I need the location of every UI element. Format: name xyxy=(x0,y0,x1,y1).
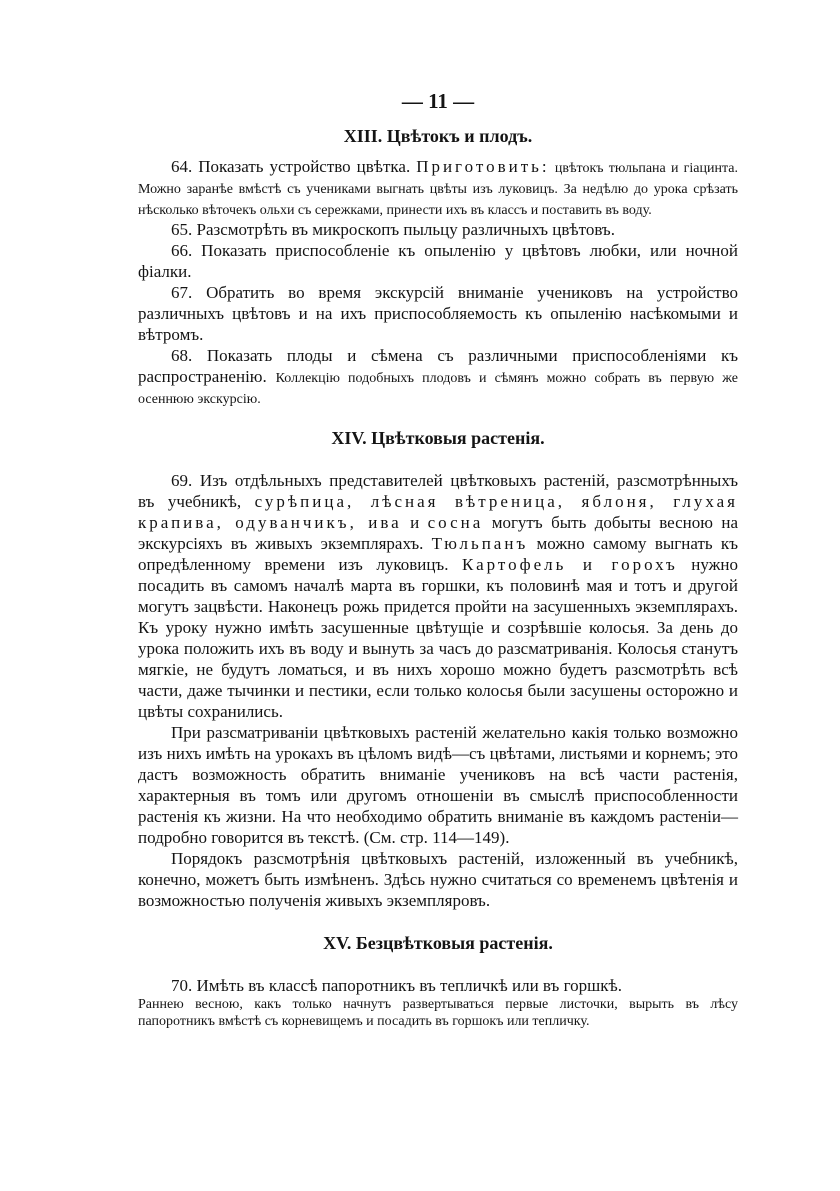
plant-names: сурѣпица, лѣсная вѣтреница, яблоня, глухая крапива, одуванчикъ, ива xyxy=(138,492,738,532)
section-spacer xyxy=(138,458,738,470)
item-number: 67. xyxy=(171,283,193,302)
item-68 xyxy=(138,345,738,408)
item-number: 68. xyxy=(171,346,193,365)
section-heading-13: XIII. Цвѣтокъ и плодъ. xyxy=(343,126,533,146)
item-number: 66. xyxy=(171,241,193,260)
item-note: цвѣтокъ тюльпана и гіацинта. Можно заранѣе вмѣстѣ съ учениками выгнать цвѣты изъ луковицъ. За недѣлю до урока срѣзать нѣсколько вѣточекъ ольхи съ сережками, принести ихъ въ классъ и поставить въ воду. xyxy=(138,161,738,218)
item-text: Разсмотрѣть въ микроскопъ пыльцу различныхъ цвѣтовъ. xyxy=(192,220,615,239)
item-text: Изъ отдѣльныхъ представителей цвѣтковыхъ растеній, разсмотрѣнныхъ въ учебникѣ, xyxy=(138,471,738,511)
item-70 xyxy=(138,975,738,996)
item-text: нужно посадить въ самомъ началѣ марта въ горшки, къ половинѣ мая и тотъ и другой могутъ зацвѣсти. Наконецъ рожь придется пройти на засушенныхъ экземплярахъ. Къ уроку нужно имѣть засушенные цвѣтущіе и созрѣвшіе колосья. За день до урока положить ихъ въ воду и вынуть за часъ до разсматриванія. Колосья станутъ мягкіе, не будутъ ломаться, и въ нихъ хорошо можно будетъ разсмотрѣть всѣ части, даже тычинки и пестики, если только колосья были засушены осторожно и цвѣты сохранились. xyxy=(138,555,739,721)
item-number: 65. xyxy=(171,220,193,239)
section-heading-15: XV. Безцвѣтковыя растенія. xyxy=(323,933,553,953)
page-number: — 11 — xyxy=(401,89,475,113)
item-67 xyxy=(138,282,738,345)
plant-name-potato-pea: Картофель и горохъ xyxy=(461,555,678,574)
item-text: могутъ быть добыты весною на экскурсіяхъ въ живыхъ экземплярахъ. xyxy=(138,513,738,553)
item-text: Имѣть въ классѣ папоротникъ въ тепличкѣ или въ горшкѣ. xyxy=(192,976,622,995)
section-spacer xyxy=(138,911,738,925)
item-64 xyxy=(138,156,738,219)
prepare-label: Приготовить: xyxy=(416,157,550,176)
paragraph-order: Порядокъ разсмотрѣнія цвѣтковыхъ растеній, изложенный въ учебникѣ, конечно, можетъ быть измѣненъ. Здѣсь нужно считаться со временемъ цвѣтенія и возможностью полученія живыхъ экземпляровъ. xyxy=(138,849,738,910)
item-70-note: Раннею весною, какъ только начнутъ развертываться первые листочки, вырыть въ лѣсу папоротникъ вмѣстѣ съ корневищемъ и посадить въ горшокъ или тепличку. xyxy=(138,997,738,1029)
item-text: Показать приспособленіе къ опыленію у цвѣтовъ любки, или ночной фіалки. xyxy=(138,241,738,281)
plant-name-sosna: сосна xyxy=(427,513,484,532)
item-text: Обратить во время экскурсій вниманіе учениковъ на устройство различныхъ цвѣтовъ и на ихъ приспособляемость къ опыленію насѣкомыми и вѣтромъ. xyxy=(138,283,738,344)
item-number: 69. xyxy=(171,471,193,490)
item-text: можно самому выгнать къ опредѣленному времени изъ луковицъ. xyxy=(138,534,738,574)
section-spacer xyxy=(138,408,738,420)
item-69 xyxy=(138,470,738,722)
item-66 xyxy=(138,240,738,282)
item-text: Показать плоды и сѣмена съ различными приспособленіями къ распространенію. xyxy=(138,346,738,386)
document-page xyxy=(138,72,738,1030)
plant-name-tulip: Тюльпанъ xyxy=(431,534,529,553)
item-text: Показать устройство цвѣтка. xyxy=(192,157,417,176)
item-65 xyxy=(138,219,738,240)
paragraph-viewing: При разсматриваніи цвѣтковыхъ растеній желательно какія только возможно изъ нихъ имѣть на урокахъ въ цѣломъ видѣ—съ цвѣтами, листьями и корнемъ; это дастъ возможность обратить вниманіе учениковъ на всѣ части растенія, характерныя въ томъ или другомъ отношеніи въ смыслѣ приспособленности растенія къ жизни. На что необходимо обратить вниманіе въ каждомъ растеніи—подробно говорится въ текстѣ. (См. стр. 114—149). xyxy=(138,723,738,847)
item-number: 70. xyxy=(171,976,193,995)
section-spacer xyxy=(138,963,738,975)
item-number: 64. xyxy=(171,157,193,176)
item-text: и xyxy=(401,513,428,532)
section-heading-14: XIV. Цвѣтковыя растенія. xyxy=(331,428,545,448)
item-note: Коллекцію подобныхъ плодовъ и сѣмянъ можно собрать въ первую же осеннюю экскурсію. xyxy=(138,371,738,407)
